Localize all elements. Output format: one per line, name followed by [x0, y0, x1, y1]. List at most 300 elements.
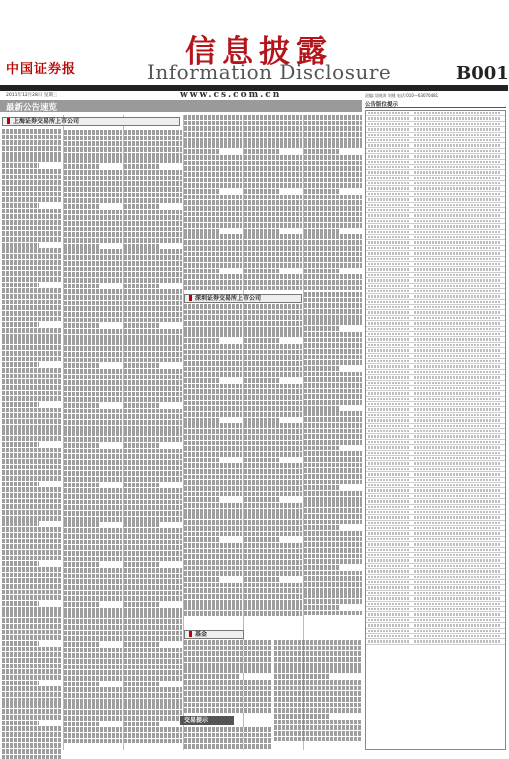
text-line [2, 749, 62, 754]
text-line [2, 357, 62, 362]
table-cell [368, 640, 410, 642]
text-line [124, 363, 160, 368]
text-line [184, 361, 242, 366]
text-line [64, 272, 122, 277]
text-line [184, 537, 220, 542]
text-line [64, 352, 122, 357]
text-line [124, 704, 182, 709]
table-cell [368, 581, 410, 583]
text-line [184, 480, 242, 485]
contact-line: 责编:吴晓涛 刘建 电话:010—63070481 [365, 93, 439, 98]
text-line [184, 138, 242, 143]
text-line [124, 517, 182, 522]
table-row [366, 639, 505, 644]
text-line [64, 460, 122, 465]
table-cell [368, 333, 410, 335]
text-line [124, 670, 182, 675]
text-line [184, 680, 272, 685]
table-cell [414, 565, 500, 567]
text-line [304, 565, 340, 570]
section-shanghai-label: 上海证券交易所上市公司 [13, 118, 80, 125]
table-cell [368, 360, 410, 362]
text-line [2, 317, 62, 322]
table-cell [368, 522, 410, 524]
text-line [184, 367, 242, 372]
text-line [124, 198, 182, 203]
text-line [304, 599, 362, 604]
text-line [124, 488, 182, 493]
text-line [304, 440, 362, 445]
text-line [2, 413, 62, 418]
text-line [244, 441, 302, 446]
text-line [304, 252, 362, 257]
text-line [124, 625, 182, 630]
text-line [64, 449, 122, 454]
table-cell [368, 117, 410, 119]
text-line [304, 468, 362, 473]
text-line [124, 238, 182, 243]
text-line [304, 178, 362, 183]
text-line [244, 554, 302, 559]
text-line [2, 379, 62, 384]
text-line [64, 500, 122, 505]
text-line [184, 223, 242, 228]
text-line [304, 525, 340, 530]
text-line [2, 635, 62, 640]
text-line [244, 492, 302, 497]
table-cell [368, 489, 410, 491]
table-cell [414, 285, 500, 287]
text-line [64, 648, 122, 653]
text-line [124, 136, 182, 141]
text-line [124, 693, 182, 698]
text-line [184, 412, 242, 417]
text-line [244, 126, 302, 131]
text-line [244, 577, 280, 582]
text-line [244, 372, 302, 377]
table-cell [368, 435, 410, 437]
text-line [2, 732, 62, 737]
table-cell [414, 171, 500, 173]
text-line [2, 402, 39, 407]
text-line [2, 584, 62, 589]
text-line [244, 149, 280, 154]
table-cell [368, 549, 410, 551]
table-cell [368, 479, 410, 481]
text-line [64, 676, 122, 681]
text-line [2, 738, 62, 743]
text-line [124, 284, 160, 289]
text-line [304, 166, 362, 171]
text-line [304, 423, 362, 428]
website[interactable]: www.cs.com.cn [180, 90, 282, 100]
text-line [64, 619, 122, 624]
table-cell [368, 532, 410, 534]
text-line [304, 298, 362, 303]
text-line [244, 611, 302, 616]
text-line [244, 155, 302, 160]
text-line [184, 674, 239, 679]
text-line [304, 349, 362, 354]
table-cell [414, 258, 500, 260]
text-line [124, 659, 182, 664]
text-line [124, 574, 182, 579]
text-line [274, 691, 362, 696]
table-cell [368, 290, 410, 292]
table-cell [414, 365, 500, 367]
text-line [2, 237, 62, 242]
text-line [2, 510, 62, 515]
text-line [124, 329, 182, 334]
text-line [2, 186, 62, 191]
text-line [304, 212, 362, 217]
text-line [304, 411, 362, 416]
table-cell [368, 112, 410, 114]
text-line [124, 636, 182, 641]
text-line [184, 121, 242, 126]
text-line [304, 286, 362, 291]
text-line [2, 561, 39, 566]
table-cell [368, 408, 410, 410]
text-line [64, 278, 122, 283]
text-line [64, 522, 100, 527]
text-line [304, 343, 362, 348]
text-line [304, 434, 362, 439]
table-cell [368, 317, 410, 319]
text-line [184, 423, 242, 428]
text-line [304, 406, 340, 411]
text-line [64, 653, 122, 658]
text-line [184, 605, 242, 610]
text-line [2, 254, 62, 259]
text-line [64, 227, 122, 232]
section-fund-label: 基金 [195, 631, 208, 638]
text-line [304, 537, 362, 542]
text-line [2, 271, 62, 276]
text-line [184, 350, 242, 355]
text-line [64, 170, 122, 175]
text-line [2, 140, 62, 145]
text-line [64, 613, 122, 618]
table-cell [414, 408, 500, 410]
text-line [244, 458, 280, 463]
table-cell [414, 489, 500, 491]
text-line [2, 283, 39, 288]
text-line [304, 480, 362, 485]
table-cell [368, 414, 410, 416]
text-line [124, 420, 182, 425]
table-cell [414, 630, 500, 632]
table-cell [368, 166, 410, 168]
text-line [124, 352, 182, 357]
table-cell [414, 236, 500, 238]
text-line [64, 409, 122, 414]
text-line [64, 375, 122, 380]
text-line [244, 355, 302, 360]
table-cell [414, 328, 500, 330]
text-line [244, 327, 302, 332]
text-line [124, 249, 182, 254]
text-line [124, 716, 182, 721]
text-line [2, 647, 62, 652]
text-line [304, 149, 340, 154]
text-line [184, 657, 272, 662]
text-line [304, 559, 362, 564]
table-cell [414, 452, 500, 454]
text-line [64, 716, 122, 721]
text-line [184, 280, 242, 285]
text-line [64, 261, 122, 266]
text-line [244, 446, 302, 451]
text-line [244, 452, 302, 457]
table-cell [414, 317, 500, 319]
text-line [184, 355, 242, 360]
text-line [244, 486, 302, 491]
table-cell [414, 608, 500, 610]
text-line [124, 562, 160, 567]
table-cell [368, 468, 410, 470]
text-line [184, 384, 242, 389]
text-line [124, 147, 182, 152]
table-cell [368, 285, 410, 287]
text-line [244, 406, 302, 411]
table-cell [414, 355, 500, 357]
text-line [2, 504, 62, 509]
text-line [124, 261, 182, 266]
text-line [64, 153, 122, 158]
text-line [244, 571, 302, 576]
table-cell [368, 495, 410, 497]
text-line [184, 252, 242, 257]
text-line [124, 483, 160, 488]
table-cell [368, 123, 410, 125]
text-line [124, 323, 160, 328]
text-line [124, 449, 182, 454]
text-line [184, 549, 242, 554]
text-line [124, 557, 182, 562]
text-line [184, 172, 242, 177]
text-line [304, 315, 362, 320]
text-line [124, 170, 182, 175]
text-line [184, 195, 242, 200]
text-line [304, 372, 362, 377]
table-cell [414, 624, 500, 626]
text-line [64, 625, 122, 630]
text-line [2, 430, 62, 435]
text-line [124, 210, 182, 215]
text-line [64, 363, 100, 368]
section-marker [7, 118, 10, 124]
text-line [2, 231, 62, 236]
table-cell [414, 112, 500, 114]
text-line [244, 183, 302, 188]
text-line [304, 223, 362, 228]
text-line [274, 697, 362, 702]
text-line [124, 460, 182, 465]
table-cell [368, 268, 410, 270]
table-cell [414, 333, 500, 335]
text-line [2, 146, 62, 151]
section-marker [189, 295, 192, 301]
text-line [184, 338, 220, 343]
column-9 [304, 292, 362, 622]
text-line [244, 378, 280, 383]
text-line [124, 289, 182, 294]
text-line [2, 550, 62, 555]
text-line [64, 739, 122, 744]
section-shenzhen-header [184, 294, 302, 303]
text-line [304, 491, 362, 496]
text-line [244, 338, 280, 343]
text-line [124, 409, 182, 414]
text-line [64, 289, 122, 294]
text-line [124, 631, 182, 636]
text-line [184, 600, 242, 605]
table-cell [368, 403, 410, 405]
text-line [64, 284, 100, 289]
text-line [184, 274, 242, 279]
table-cell [368, 441, 410, 443]
table-cell [414, 592, 500, 594]
text-line [124, 267, 182, 272]
table-cell [368, 570, 410, 572]
text-line [304, 338, 362, 343]
table-cell [414, 543, 500, 545]
text-line [304, 446, 340, 451]
text-line [124, 653, 182, 658]
text-line [2, 197, 62, 202]
table-cell [368, 446, 410, 448]
text-line [184, 183, 242, 188]
text-line [274, 737, 362, 742]
text-line [2, 703, 62, 708]
text-line [124, 346, 182, 351]
table-cell [368, 139, 410, 141]
text-line [64, 414, 122, 419]
text-line [64, 670, 122, 675]
text-line [304, 508, 362, 513]
table-cell [414, 220, 500, 222]
text-line [124, 494, 182, 499]
text-line [184, 321, 242, 326]
text-line [244, 520, 302, 525]
table-cell [414, 462, 500, 464]
text-line [184, 663, 272, 668]
table-cell [414, 187, 500, 189]
text-line [184, 115, 242, 120]
table-cell [368, 177, 410, 179]
table-cell [414, 290, 500, 292]
text-line [184, 526, 242, 531]
text-line [244, 280, 302, 285]
text-line [124, 676, 182, 681]
text-line [64, 198, 122, 203]
text-line [184, 446, 242, 451]
text-line [184, 640, 272, 645]
notice-table [365, 110, 506, 750]
table-cell [368, 592, 410, 594]
text-line [124, 295, 182, 300]
text-line [64, 147, 122, 152]
text-line [244, 600, 302, 605]
table-cell [368, 559, 410, 561]
text-line [64, 306, 122, 311]
text-line [2, 334, 62, 339]
table-cell [414, 231, 500, 233]
text-line [2, 487, 62, 492]
text-line [124, 164, 160, 169]
text-line [124, 733, 182, 738]
table-cell [414, 301, 500, 303]
text-line [184, 646, 272, 651]
text-line [64, 210, 122, 215]
column-5 [244, 115, 302, 295]
text-line [2, 243, 39, 248]
text-line [2, 311, 62, 316]
text-line [304, 115, 362, 120]
table-cell [414, 177, 500, 179]
text-line [304, 548, 362, 553]
text-line [2, 294, 62, 299]
text-line [64, 733, 122, 738]
text-line [244, 537, 280, 542]
text-line [64, 397, 122, 402]
text-line [2, 476, 62, 481]
table-cell [368, 462, 410, 464]
text-line [304, 366, 340, 371]
text-line [124, 699, 182, 704]
text-line [184, 651, 272, 656]
text-line [64, 562, 100, 567]
table-cell [414, 597, 500, 599]
table-cell [368, 128, 410, 130]
table-cell [414, 263, 500, 265]
text-line [2, 624, 62, 629]
table-cell [368, 311, 410, 313]
table-cell [414, 193, 500, 195]
text-line [2, 618, 62, 623]
text-line [304, 576, 362, 581]
text-line [274, 708, 362, 713]
text-line [64, 602, 100, 607]
table-cell [414, 128, 500, 130]
text-line [184, 246, 242, 251]
text-line [184, 344, 242, 349]
text-line [124, 477, 182, 482]
table-cell [368, 349, 410, 351]
text-line [304, 217, 362, 222]
text-line [124, 375, 182, 380]
text-line [304, 400, 362, 405]
table-cell [414, 559, 500, 561]
text-line [124, 500, 182, 505]
text-line [2, 328, 62, 333]
text-line [64, 591, 122, 596]
text-line [304, 485, 340, 490]
text-line [184, 594, 242, 599]
table-cell [368, 338, 410, 340]
text-line [64, 477, 122, 482]
text-line [2, 698, 62, 703]
text-line [304, 542, 362, 547]
table-cell [414, 392, 500, 394]
column-11 [274, 640, 362, 748]
text-line [64, 238, 122, 243]
table-cell [368, 500, 410, 502]
text-line [244, 217, 302, 222]
text-line [184, 509, 242, 514]
body-text [124, 130, 182, 743]
